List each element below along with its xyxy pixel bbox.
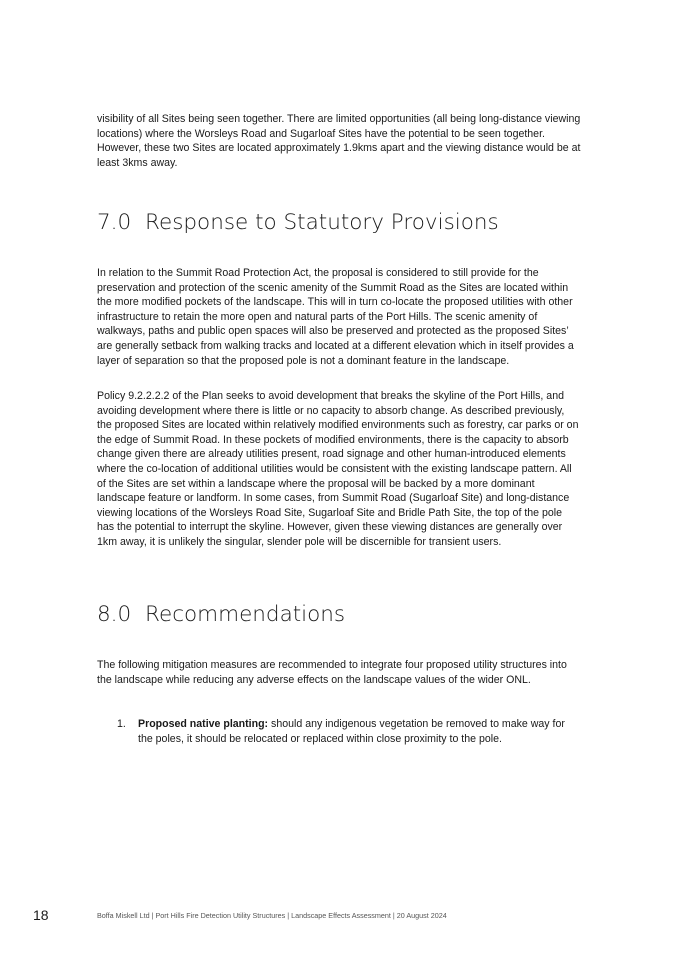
section-number: 8.0 xyxy=(97,602,132,627)
section-number: 7.0 xyxy=(97,210,132,235)
list-marker: 1. xyxy=(117,718,126,730)
section-title: Response to Statutory Provisions xyxy=(145,210,499,235)
paragraph-statutory-1: In relation to the Summit Road Protection Act, the proposal is considered to still provide for the preservation and protection of the scenic amenity of the Summit Road as the Sites are located within the more modified pockets of the landscape. This will in turn co-locate the proposed utilities with other infrastructure to retain the more open and natural parts of the Port Hills. The scenic amenity of walkways, paths and public open spaces will also be preserved and protected as the proposed Sites’ are generally setback from walking tracks and located at a different elevation which in itself provides a layer of separation so that the proposed pole is not a dominant feature in the landscape. xyxy=(97,267,574,367)
section-heading-statutory xyxy=(97,210,499,235)
paragraph-intro: visibility of all Sites being seen together. There are limited opportunities (all being long-distance viewing locations) where the Worsleys Road and Sugarloaf Sites have the potential to be seen together. However, these two Sites are located approximately 1.9kms apart and the viewing distance would be at least 3kms away. xyxy=(97,113,581,169)
list-item-body xyxy=(138,717,582,747)
page-number: 18 xyxy=(33,907,49,923)
section-title: Recommendations xyxy=(145,602,346,627)
list-item xyxy=(117,717,582,747)
list-item-label: Proposed native planting: xyxy=(138,718,269,730)
paragraph-statutory-2: Policy 9.2.2.2.2 of the Plan seeks to avoid development that breaks the skyline of the Port Hills, and avoiding development where there is little or no capacity to absorb change. As described previously, the proposed Sites are located within relatively modified environments such as forestry, car parks or on the edge of Summit Road. In these pockets of modified environments, there is the capacity to absorb change given there are already utilities present, road signage and other human-introduced elements where the co-location of additional utilities would be consistent with the existing landscape pattern. All of the Sites are set within a landscape where the proposal will be backed by a more dominant landscape feature or landform. In some cases, from Summit Road (Sugarloaf Site) and long-distance viewing locations of the Worsleys Road Site, Sugarloaf Site and Bridle Path Site, the top of the pole has the potential to interrupt the skyline. However, given these viewing distances are generally over 1km away, it is unlikely the singular, slender pole will be discernible for transient users. xyxy=(97,390,579,548)
list-item-text: should any indigenous vegetation be removed to make way for the poles, it should be relocated or replaced within close proximity to the pole. xyxy=(138,718,565,745)
footer-text: Boffa Miskell Ltd | Port Hills Fire Detection Utility Structures | Landscape Effects Assessment | 20 August 2024 xyxy=(97,911,447,920)
section-heading-recommendations xyxy=(97,602,345,627)
paragraph-recommendations: The following mitigation measures are recommended to integrate four proposed utility structures into the landscape while reducing any adverse effects on the landscape values of the wider ONL. xyxy=(97,659,567,686)
